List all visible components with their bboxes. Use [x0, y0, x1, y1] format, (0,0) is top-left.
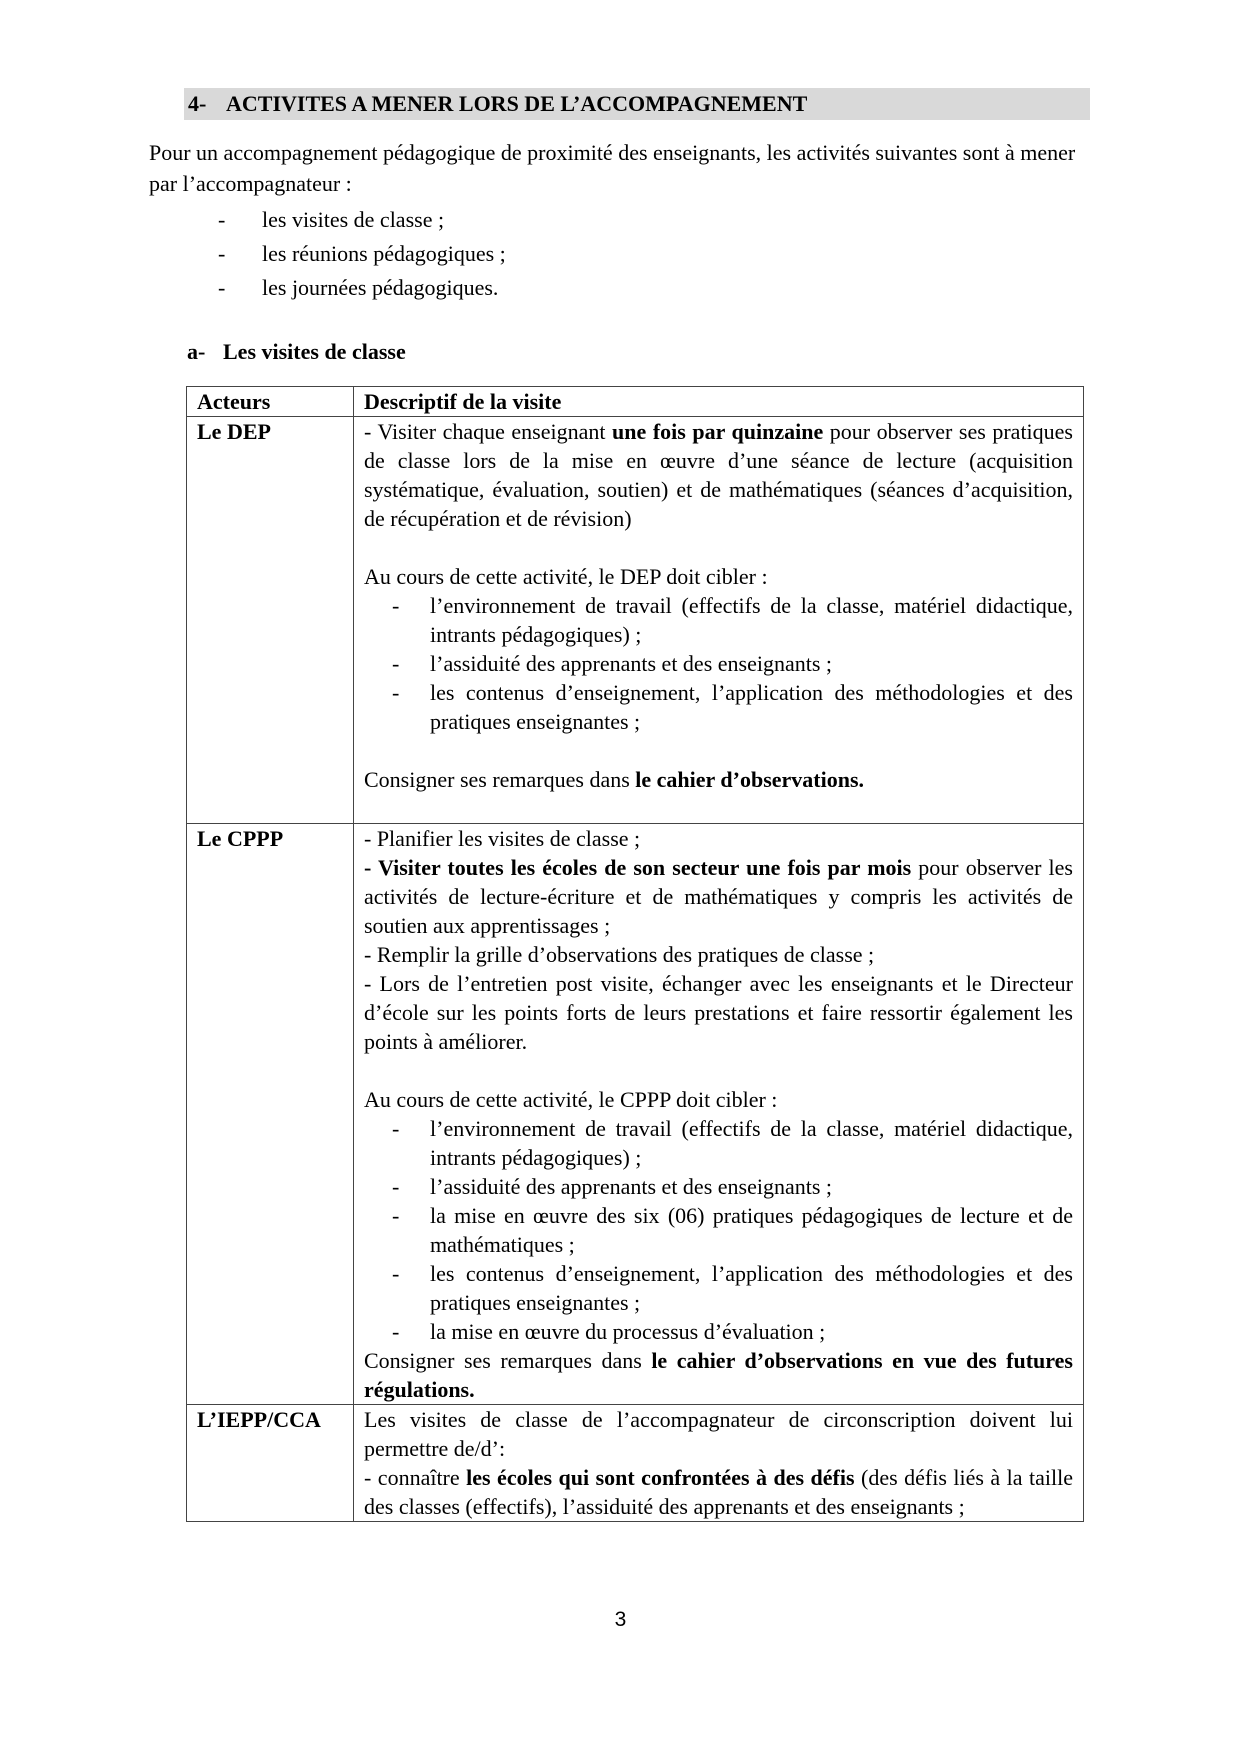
intro-paragraph: Pour un accompagnement pédagogique de proximité des enseignants, les activités suivantes sont à mener par l’accompagnateur : — [149, 140, 1076, 196]
cppp-line: - Lors de l’entretien post visite, échanger avec les enseignants et le Directeur d’école sur les points forts de leurs prestations et faire ressortir également les points à améliorer. — [364, 971, 1073, 1054]
cppp-target-intro: Au cours de cette activité, le CPPP doit cibler : — [364, 1087, 778, 1112]
list-item: - les visites de classe ; — [218, 207, 445, 232]
list-item: - l’environnement de travail (effectifs de la classe, matériel didactique, intrants pédagogiques) ; — [392, 593, 1073, 647]
table-header-row — [187, 387, 1084, 417]
cppp-targets-list — [364, 1114, 1073, 1346]
page-number: 3 — [614, 1608, 627, 1631]
section-heading — [184, 88, 1090, 120]
iepp-text: Les visites de classe de l’accompagnateur de circonscription doivent lui permettre de/d’: — [364, 1407, 1073, 1461]
section-number: 4- — [188, 91, 207, 116]
actor-cell: Le CPPP — [187, 824, 354, 1405]
dep-visit-text: - Visiter chaque enseignant une fois par quinzaine pour observer ses pratiques de classe lors de la mise en œuvre d’une séance de lecture (acquisition systématique, évaluation, soutien) et de mathématiques (séances d’acquisition, de récupération et de révision) — [364, 419, 1073, 531]
list-item: - l’environnement de travail (effectifs de la classe, matériel didactique, intrants pédagogiques) ; — [392, 1116, 1073, 1170]
list-item: - les réunions pédagogiques ; — [218, 241, 506, 266]
actor-cell: Le DEP — [187, 417, 354, 824]
cppp-line: - Remplir la grille d’observations des pratiques de classe ; — [364, 942, 875, 967]
visits-table — [186, 386, 1084, 1522]
list-item: - les contenus d’enseignement, l’application des méthodologies et des pratiques enseignantes ; — [392, 680, 1073, 734]
cppp-line: - Visiter toutes les écoles de son secteur une fois par mois pour observer les activités de lecture-écriture et de mathématiques y compris les activités de soutien aux apprentissages ; — [364, 855, 1073, 938]
actor-cell: L’IEPP/CCA — [187, 1405, 354, 1522]
list-item: - la mise en œuvre du processus d’évaluation ; — [392, 1319, 826, 1344]
dep-targets-list — [364, 591, 1073, 736]
dep-consign-text: Consigner ses remarques dans le cahier d’observations. — [364, 767, 865, 792]
description-cell — [354, 417, 1084, 824]
subsection-heading — [187, 337, 406, 367]
list-item: - l’assiduité des apprenants et des enseignants ; — [392, 651, 833, 676]
dep-target-intro: Au cours de cette activité, le DEP doit cibler : — [364, 564, 768, 589]
list-item: - la mise en œuvre des six (06) pratiques pédagogiques de lecture et de mathématiques ; — [392, 1203, 1073, 1257]
description-cell — [354, 824, 1084, 1405]
subsection-number: a- — [187, 339, 206, 364]
header-description: Descriptif de la visite — [354, 387, 1084, 417]
cppp-line: - Planifier les visites de classe ; — [364, 826, 641, 851]
list-item: - les journées pédagogiques. — [218, 275, 499, 300]
table-row — [187, 824, 1084, 1405]
activities-list — [218, 203, 506, 305]
description-cell — [354, 1405, 1084, 1522]
table-row — [187, 1405, 1084, 1522]
header-actors: Acteurs — [187, 387, 354, 417]
section-title: ACTIVITES A MENER LORS DE L’ACCOMPAGNEMENT — [226, 91, 808, 116]
cppp-consign-text: Consigner ses remarques dans le cahier d’observations en vue des futures régulations. — [364, 1348, 1073, 1402]
list-item: - l’assiduité des apprenants et des enseignants ; — [392, 1174, 833, 1199]
table-row — [187, 417, 1084, 824]
subsection-title: Les visites de classe — [223, 339, 406, 364]
list-item: - les contenus d’enseignement, l’application des méthodologies et des pratiques enseignantes ; — [392, 1261, 1073, 1315]
iepp-text: - connaître les écoles qui sont confrontées à des défis (des défis liés à la taille des classes (effectifs), l’assiduité des apprenants et des enseignants ; — [364, 1465, 1074, 1519]
